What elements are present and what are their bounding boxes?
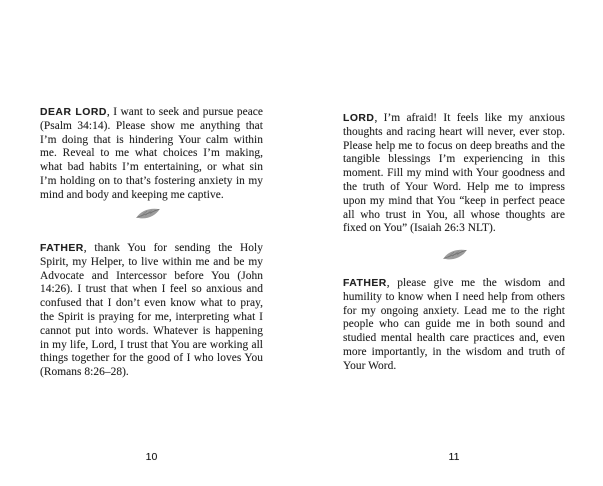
- prayer-lead-in: FATHER: [40, 243, 84, 254]
- leaf-ornament-icon: [442, 248, 468, 263]
- page-number-left: 10: [145, 451, 158, 463]
- prayer-lead-in: DEAR LORD: [40, 107, 107, 118]
- prayer-paragraph: [343, 112, 565, 236]
- prayer-lead-in: FATHER: [343, 278, 387, 289]
- prayer-lead-in: LORD: [343, 113, 375, 124]
- prayer-text: , I’m afraid! It feels like my anxious thoughts and racing heart will never, ever stop. Please help me to focus on deep breaths and the tangible blessings I’m experiencing in this moment. Fill my mind with Your goodness and the truth of Your Word. Help me to impress upon my mind that You “keep in perfect peace all who trust in You, all whose thoughts are fixed on You” (Isaiah 26:3 NLT).: [343, 112, 565, 235]
- leaf-ornament-icon: [135, 207, 161, 222]
- prayer-text: , please give me the wisdom and humility to know when I need help from others for my ongoing anxiety. Lead me to the right people who can guide me in both sound and studied mental health care practices and, even more importantly, in the wisdom and truth of Your Word.: [343, 277, 565, 372]
- prayer-text: , thank You for sending the Holy Spirit, my Helper, to live within me and be my Advocate and Intercessor before You (John 14:26). I trust that when I feel so anxious and confused that I don’t even know what to pray, the Spirit is praying for me, interpreting what I cannot put into words. Whatever is happening in my life, Lord, I trust that You are working all things together for the good of I who loves You (Romans 8:26–28).: [40, 242, 263, 379]
- page-number-right: 11: [448, 451, 460, 463]
- prayer-paragraph: [40, 242, 263, 380]
- prayer-paragraph: [40, 106, 263, 203]
- prayer-text: , I want to seek and pursue peace (Psalm 34:14). Please show me anything that I’m doing that is hindering Your calm within me. Reveal to me what choices I’m making, what bad habits I’m entertaining, or what sin I’m holding on to that’s fostering anxiety in my mind and body and keeping me captive.: [40, 106, 264, 201]
- prayer-paragraph: [343, 277, 565, 374]
